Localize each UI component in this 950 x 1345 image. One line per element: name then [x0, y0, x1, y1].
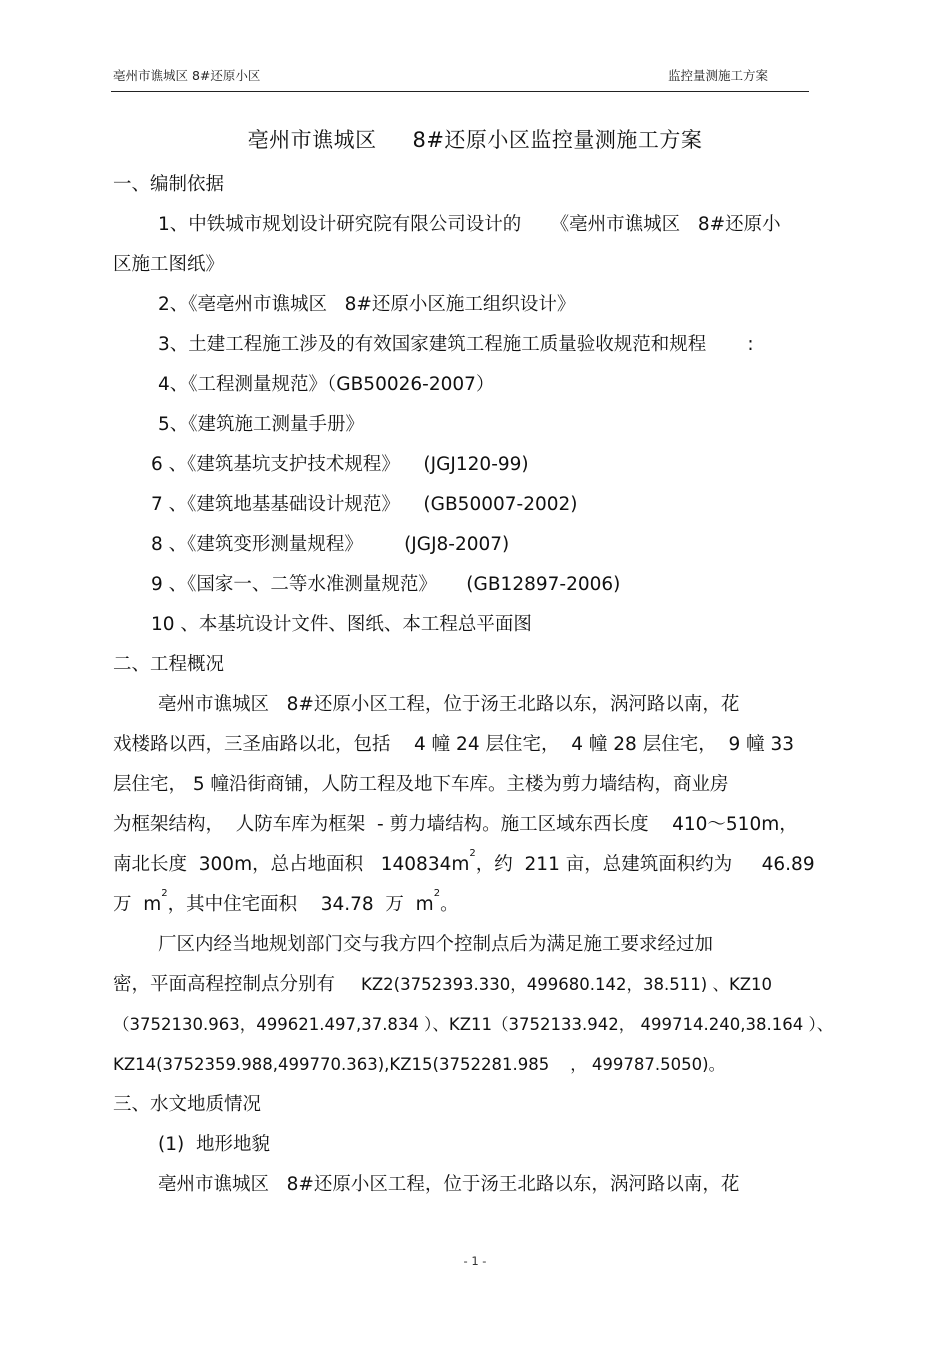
superscript-2: 2 [433, 888, 441, 899]
superscript-2: 2 [469, 848, 476, 859]
section-heading-hydro: 三、水文地质情况 [113, 1094, 262, 1115]
section-heading-overview: 二、工程概况 [113, 654, 225, 675]
header-left: 亳州市谯城区 8#还原小区 [113, 68, 261, 83]
basis-item-2: 2、《亳亳州市谯城区 8#还原小区施工组织设计》 [158, 294, 576, 315]
overview-line-1: 亳州市谯城区 8#还原小区工程，位于汤王北路以东，涡河路以南，花 [158, 694, 740, 715]
overview-line-4: 为框架结构， 人防车库为框架 - 剪力墙结构。施工区域东西长度 410～510m， [113, 814, 798, 835]
control-line-4: KZ14(3752359.988,499770.363),KZ15(3752281.985 ， 499787.5050)。 [113, 1055, 726, 1074]
overview-line-6-suffix: ，其中住宅面积 34.78 万 m [167, 894, 434, 915]
overview-line-5-text: 南北长度 300m，总占地面积 140834m [113, 854, 470, 875]
overview-line-6 [113, 888, 459, 915]
overview-line-5-suffix: ，约 211 亩，总建筑面积约为 46.89 [475, 854, 815, 875]
terrain-line-1: 亳州市谯城区 8#还原小区工程，位于汤王北路以东，涡河路以南，花 [158, 1174, 740, 1195]
basis-item-8: 8 、《建筑变形测量规程》 (JGJ8-2007) [151, 534, 510, 555]
basis-item-1-cont: 区施工图纸》 [113, 254, 225, 275]
header-rule [111, 91, 809, 92]
basis-item-7: 7 、《建筑地基基础设计规范》 (GB50007-2002) [151, 494, 578, 515]
overview-line-5 [113, 848, 815, 875]
control-line-2-text: 密，平面高程控制点分别有 [113, 974, 336, 995]
control-point-kz2-kz10: KZ2(3752393.330，499680.142，38.511) 、KZ10 [361, 975, 773, 994]
basis-item-4: 4、《工程测量规范》（GB50026-2007） [158, 374, 495, 395]
overview-line-3: 层住宅， 5 幢沿街商铺，人防工程及地下车库。主楼为剪力墙结构，商业房 [113, 774, 729, 795]
control-line-3: （3752130.963，499621.497,37.834 ）、KZ11（3752133.942， 499714.240,38.164 ）、 [113, 1015, 834, 1034]
overview-line-6-end: 。 [440, 894, 459, 915]
document-title: 亳州市谯城区 8#还原小区监控量测施工方案 [247, 128, 703, 152]
basis-item-5: 5、《建筑施工测量手册》 [158, 414, 365, 435]
overview-line-2: 戏楼路以西，三圣庙路以北，包括 4 幢 24 层住宅， 4 幢 28 层住宅， 9 幢 33 [113, 734, 795, 755]
section-heading-basis: 一、编制依据 [113, 174, 225, 195]
control-line-2 [113, 976, 772, 995]
superscript-2: 2 [161, 888, 168, 899]
control-line-1: 厂区内经当地规划部门交与我方四个控制点后为满足施工要求经过加 [158, 934, 714, 955]
subsection-terrain: (1) 地形地貌 [158, 1134, 270, 1155]
basis-item-9: 9 、《国家一、二等水准测量规范》 (GB12897-2006) [151, 574, 621, 595]
basis-item-10: 10 、本基坑设计文件、图纸、本工程总平面图 [151, 614, 532, 635]
basis-item-3: 3、土建工程施工涉及的有效国家建筑工程施工质量验收规范和规程 : [158, 334, 754, 355]
header-right: 监控量测施工方案 [668, 68, 769, 83]
overview-line-6-text: 万 m [113, 894, 162, 915]
page-number: - 1 - [463, 1254, 487, 1268]
basis-item-1: 1、中铁城市规划设计研究院有限公司设计的 《亳州市谯城区 8#还原小 [158, 214, 781, 235]
basis-item-6: 6 、《建筑基坑支护技术规程》 (JGJ120-99) [151, 454, 529, 475]
